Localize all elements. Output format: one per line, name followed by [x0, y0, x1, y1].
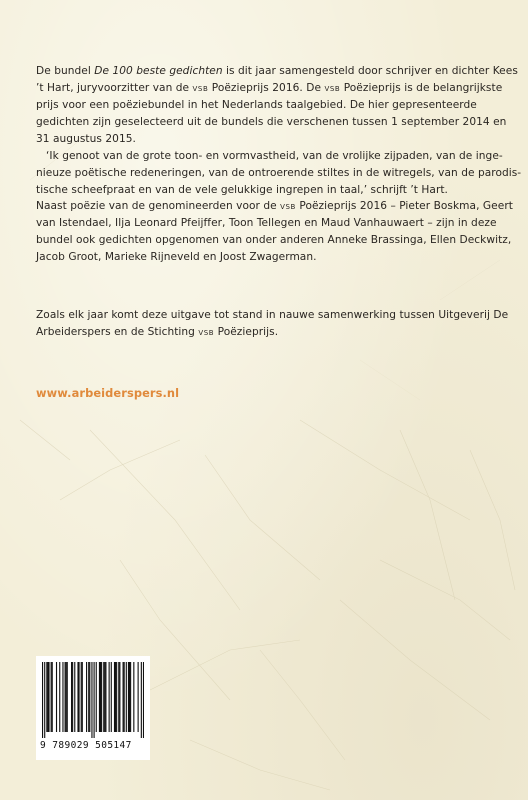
text-line: bundel ook gedichten opgenomen van onder anderen Anneke Brassinga, Ellen Deckwitz, — [36, 234, 512, 246]
barcode-bar — [72, 662, 73, 732]
barcode-bar — [103, 662, 104, 732]
barcode-bar — [62, 662, 63, 732]
barcode-bar — [44, 662, 45, 738]
barcode-bar — [46, 662, 47, 732]
text-line — [36, 80, 503, 97]
barcode-bar — [119, 662, 120, 732]
isbn-barcode — [36, 656, 150, 760]
barcode-bar — [81, 662, 82, 732]
barcode-bar — [111, 662, 112, 732]
barcode-bar — [88, 662, 89, 732]
barcode-bar — [77, 662, 78, 732]
barcode-bar — [104, 662, 105, 732]
text: Poëzieprijs 2016. De — [208, 82, 325, 94]
text-line: Jacob Groot, Marieke Rijneveld en Joost Zwagerman. — [36, 251, 317, 263]
barcode-bar — [101, 662, 102, 732]
text-line — [36, 63, 518, 80]
barcode-bar — [129, 662, 130, 732]
barcode-bar — [67, 662, 68, 732]
quote-line: ‘Ik genoot van de grote toon- en vormvastheid, van de vrolijke zijpaden, van de inge- — [46, 150, 503, 162]
barcode-bar — [94, 662, 95, 738]
text-line: 31 augustus 2015. — [36, 133, 136, 145]
barcode-bar — [115, 662, 116, 732]
barcode-bar — [130, 662, 131, 732]
barcode-bar — [89, 662, 90, 732]
barcode-bar — [74, 662, 75, 732]
barcode-bar — [138, 662, 139, 732]
barcode-bar — [114, 662, 115, 732]
barcode-bar — [51, 662, 52, 732]
text-line: Zoals elk jaar komt deze uitgave tot stand in nauwe samenwerking tussen Uitgeverij De — [36, 309, 509, 321]
barcode-bar — [109, 662, 110, 732]
barcode-bar — [66, 662, 67, 732]
barcode-bar — [48, 662, 49, 732]
barcode-bar — [133, 662, 134, 732]
barcode-bar — [126, 662, 127, 732]
nominees-paragraph — [36, 198, 513, 266]
text: is dit jaar samengesteld door schrijver en dichter Kees — [222, 65, 518, 77]
quote-line: tische scheefpraat en van de vele gelukkige ingrepen in taal,’ schrijft ’t Hart. — [36, 184, 448, 196]
barcode-bar — [82, 662, 83, 732]
barcode-bar — [79, 662, 80, 732]
barcode-bars — [42, 662, 144, 738]
barcode-bar — [99, 662, 100, 732]
barcode-bar — [91, 662, 92, 738]
text-line — [36, 198, 513, 215]
barcode-bar — [100, 662, 101, 732]
book-title: De 100 beste gedichten — [94, 65, 223, 77]
barcode-bar — [47, 662, 48, 732]
barcode-bar — [128, 662, 129, 732]
text-line: van Istendael, Ilja Leonard Pfeijffer, Toon Tellegen en Maud Vanhauwaert – zijn in deze — [36, 217, 497, 229]
collaboration-paragraph — [36, 307, 509, 341]
barcode-bar — [123, 662, 124, 732]
barcode-bar — [143, 662, 144, 738]
barcode-bar — [96, 662, 97, 732]
text-line: gedichten zijn geselecteerd uit de bundels die verschenen tussen 1 september 2014 en — [36, 116, 507, 128]
vsb-abbreviation: vsb — [198, 326, 215, 338]
barcode-bar — [118, 662, 119, 732]
barcode-bar — [141, 662, 142, 738]
barcode-bar — [124, 662, 125, 732]
vsb-abbreviation: vsb — [192, 82, 209, 94]
text: Poëzieprijs. — [214, 326, 279, 338]
text: Poëzieprijs 2016 – Pieter Boskma, Geert — [295, 200, 513, 212]
text: Poëzieprijs is de belangrijkste — [340, 82, 503, 94]
text: Arbeiderspers en de Stichting — [36, 326, 199, 338]
barcode-bar — [56, 662, 57, 732]
text: Naast poëzie van de genomineerden voor de — [36, 200, 281, 212]
text-line — [36, 324, 496, 341]
barcode-bar — [59, 662, 60, 732]
barcode-bar — [86, 662, 87, 732]
text-line: prijs voor een poëziebundel in het Nederlands taalgebied. De hier gepresenteerde — [36, 99, 477, 111]
description-paragraph — [36, 63, 522, 199]
text: De bundel — [36, 65, 95, 77]
barcode-bar — [105, 662, 106, 732]
barcode-bar — [71, 662, 72, 732]
vsb-abbreviation: vsb — [280, 200, 296, 212]
barcode-bar — [65, 662, 66, 732]
barcode-bar — [116, 662, 117, 732]
vsb-abbreviation: vsb — [324, 82, 341, 94]
text: ’t Hart, juryvoorzitter van de — [36, 82, 193, 94]
barcode-bar — [52, 662, 53, 732]
barcode-bar — [42, 662, 43, 738]
publisher-website-link[interactable]: www.arbeiderspers.nl — [36, 386, 180, 400]
isbn-number: 9 789029 505147 — [40, 740, 132, 751]
quote-line: nieuze poëtische redeneringen, van de ontroerende stiltes in de witregels, van de parodis- — [36, 167, 522, 179]
